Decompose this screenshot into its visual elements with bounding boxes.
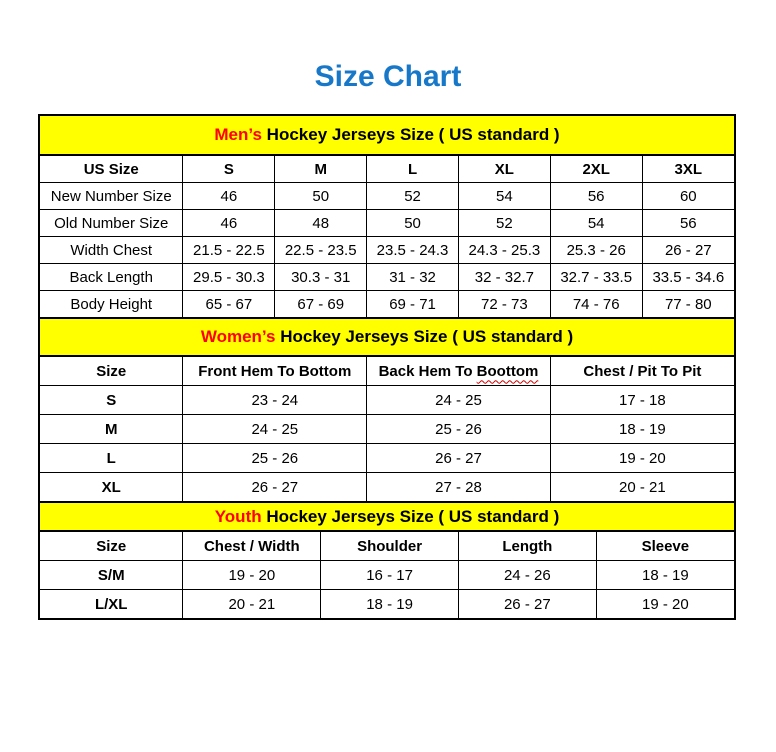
size-value-cell: 77 - 80 — [642, 291, 734, 318]
row-label: S/M — [40, 561, 183, 590]
size-value-cell: 17 - 18 — [550, 386, 734, 415]
size-table — [40, 156, 734, 317]
size-value-cell: 27 - 28 — [367, 473, 551, 502]
section-title-highlight: Youth — [214, 506, 262, 526]
table-row — [40, 473, 734, 502]
section-title-highlight: Women’s — [200, 327, 276, 346]
size-value-cell: 19 - 20 — [596, 590, 734, 619]
size-value-cell: 19 - 20 — [183, 561, 321, 590]
section-title-text: Hockey Jerseys Size ( US standard ) — [261, 506, 560, 526]
column-header: Chest / Width — [183, 532, 321, 561]
size-value-cell: 50 — [275, 183, 367, 210]
column-header: Front Hem To Bottom — [183, 357, 367, 386]
size-value-cell: 26 - 27 — [458, 590, 596, 619]
size-value-cell: 29.5 - 30.3 — [183, 264, 275, 291]
size-value-cell: 19 - 20 — [550, 444, 734, 473]
size-value-cell: 67 - 69 — [275, 291, 367, 318]
row-label: New Number Size — [40, 183, 183, 210]
column-header-row — [40, 156, 734, 183]
size-value-cell: 26 - 27 — [367, 444, 551, 473]
column-header: Chest / Pit To Pit — [550, 357, 734, 386]
column-header-row — [40, 357, 734, 386]
size-value-cell: 31 - 32 — [367, 264, 459, 291]
section-title-highlight: Men’s — [214, 125, 262, 144]
size-value-cell: 74 - 76 — [550, 291, 642, 318]
table-row — [40, 291, 734, 318]
size-value-cell: 50 — [367, 210, 459, 237]
size-table-section-mens — [40, 116, 734, 317]
page-title: Size Chart — [314, 60, 462, 93]
size-value-cell: 24.3 - 25.3 — [458, 237, 550, 264]
size-value-cell: 32.7 - 33.5 — [550, 264, 642, 291]
table-row — [40, 210, 734, 237]
column-header-text: Back Hem To — [378, 362, 477, 380]
size-value-cell: 56 — [550, 183, 642, 210]
size-value-cell: 18 - 19 — [550, 415, 734, 444]
column-header: S — [183, 156, 275, 183]
size-value-cell: 18 - 19 — [596, 561, 734, 590]
column-header: Sleeve — [596, 532, 734, 561]
table-section-header — [40, 501, 734, 532]
row-label: L/XL — [40, 590, 183, 619]
row-label: XL — [40, 473, 183, 502]
size-value-cell: 24 - 26 — [458, 561, 596, 590]
size-value-cell: 54 — [550, 210, 642, 237]
size-value-cell: 20 - 21 — [183, 590, 321, 619]
size-value-cell: 46 — [183, 183, 275, 210]
column-header — [367, 357, 551, 386]
size-value-cell: 48 — [275, 210, 367, 237]
table-row — [40, 237, 734, 264]
row-label: S — [40, 386, 183, 415]
table-row — [40, 561, 734, 590]
size-value-cell: 25.3 - 26 — [550, 237, 642, 264]
table-row — [40, 444, 734, 473]
size-table-section-youth — [40, 501, 734, 618]
size-value-cell: 60 — [642, 183, 734, 210]
size-value-cell: 46 — [183, 210, 275, 237]
column-header: Size — [40, 532, 183, 561]
column-header: L — [367, 156, 459, 183]
column-header: XL — [458, 156, 550, 183]
size-tables — [38, 114, 736, 620]
row-label: Old Number Size — [40, 210, 183, 237]
table-row — [40, 386, 734, 415]
row-label: Width Chest — [40, 237, 183, 264]
size-value-cell: 25 - 26 — [367, 415, 551, 444]
size-value-cell: 23.5 - 24.3 — [367, 237, 459, 264]
size-value-cell: 30.3 - 31 — [275, 264, 367, 291]
size-value-cell: 21.5 - 22.5 — [183, 237, 275, 264]
table-row — [40, 590, 734, 619]
size-value-cell: 26 - 27 — [183, 473, 367, 502]
column-header: M — [275, 156, 367, 183]
size-value-cell: 22.5 - 23.5 — [275, 237, 367, 264]
size-value-cell: 52 — [367, 183, 459, 210]
size-value-cell: 26 - 27 — [642, 237, 734, 264]
section-title-text: Hockey Jerseys Size ( US standard ) — [261, 125, 560, 144]
size-value-cell: 52 — [458, 210, 550, 237]
column-header: 2XL — [550, 156, 642, 183]
column-header: Size — [40, 357, 183, 386]
size-value-cell: 24 - 25 — [367, 386, 551, 415]
size-value-cell: 54 — [458, 183, 550, 210]
size-value-cell: 65 - 67 — [183, 291, 275, 318]
size-value-cell: 33.5 - 34.6 — [642, 264, 734, 291]
column-header: Shoulder — [321, 532, 459, 561]
size-value-cell: 56 — [642, 210, 734, 237]
column-header: US Size — [40, 156, 183, 183]
row-label: Body Height — [40, 291, 183, 318]
table-section-header — [40, 317, 734, 357]
misspelled-word: Boottom — [476, 362, 539, 380]
column-header: Length — [458, 532, 596, 561]
size-value-cell: 16 - 17 — [321, 561, 459, 590]
size-value-cell: 23 - 24 — [183, 386, 367, 415]
table-row — [40, 415, 734, 444]
row-label: M — [40, 415, 183, 444]
size-value-cell: 24 - 25 — [183, 415, 367, 444]
size-table — [40, 532, 734, 618]
size-value-cell: 25 - 26 — [183, 444, 367, 473]
row-label: Back Length — [40, 264, 183, 291]
table-row — [40, 183, 734, 210]
column-header-row — [40, 532, 734, 561]
row-label: L — [40, 444, 183, 473]
size-value-cell: 72 - 73 — [458, 291, 550, 318]
section-title-text: Hockey Jerseys Size ( US standard ) — [275, 327, 574, 346]
table-section-header — [40, 116, 734, 156]
size-value-cell: 32 - 32.7 — [458, 264, 550, 291]
size-value-cell: 20 - 21 — [550, 473, 734, 502]
size-table — [40, 357, 734, 501]
size-value-cell: 18 - 19 — [321, 590, 459, 619]
column-header: 3XL — [642, 156, 734, 183]
table-row — [40, 264, 734, 291]
size-value-cell: 69 - 71 — [367, 291, 459, 318]
size-table-section-womens — [40, 317, 734, 501]
